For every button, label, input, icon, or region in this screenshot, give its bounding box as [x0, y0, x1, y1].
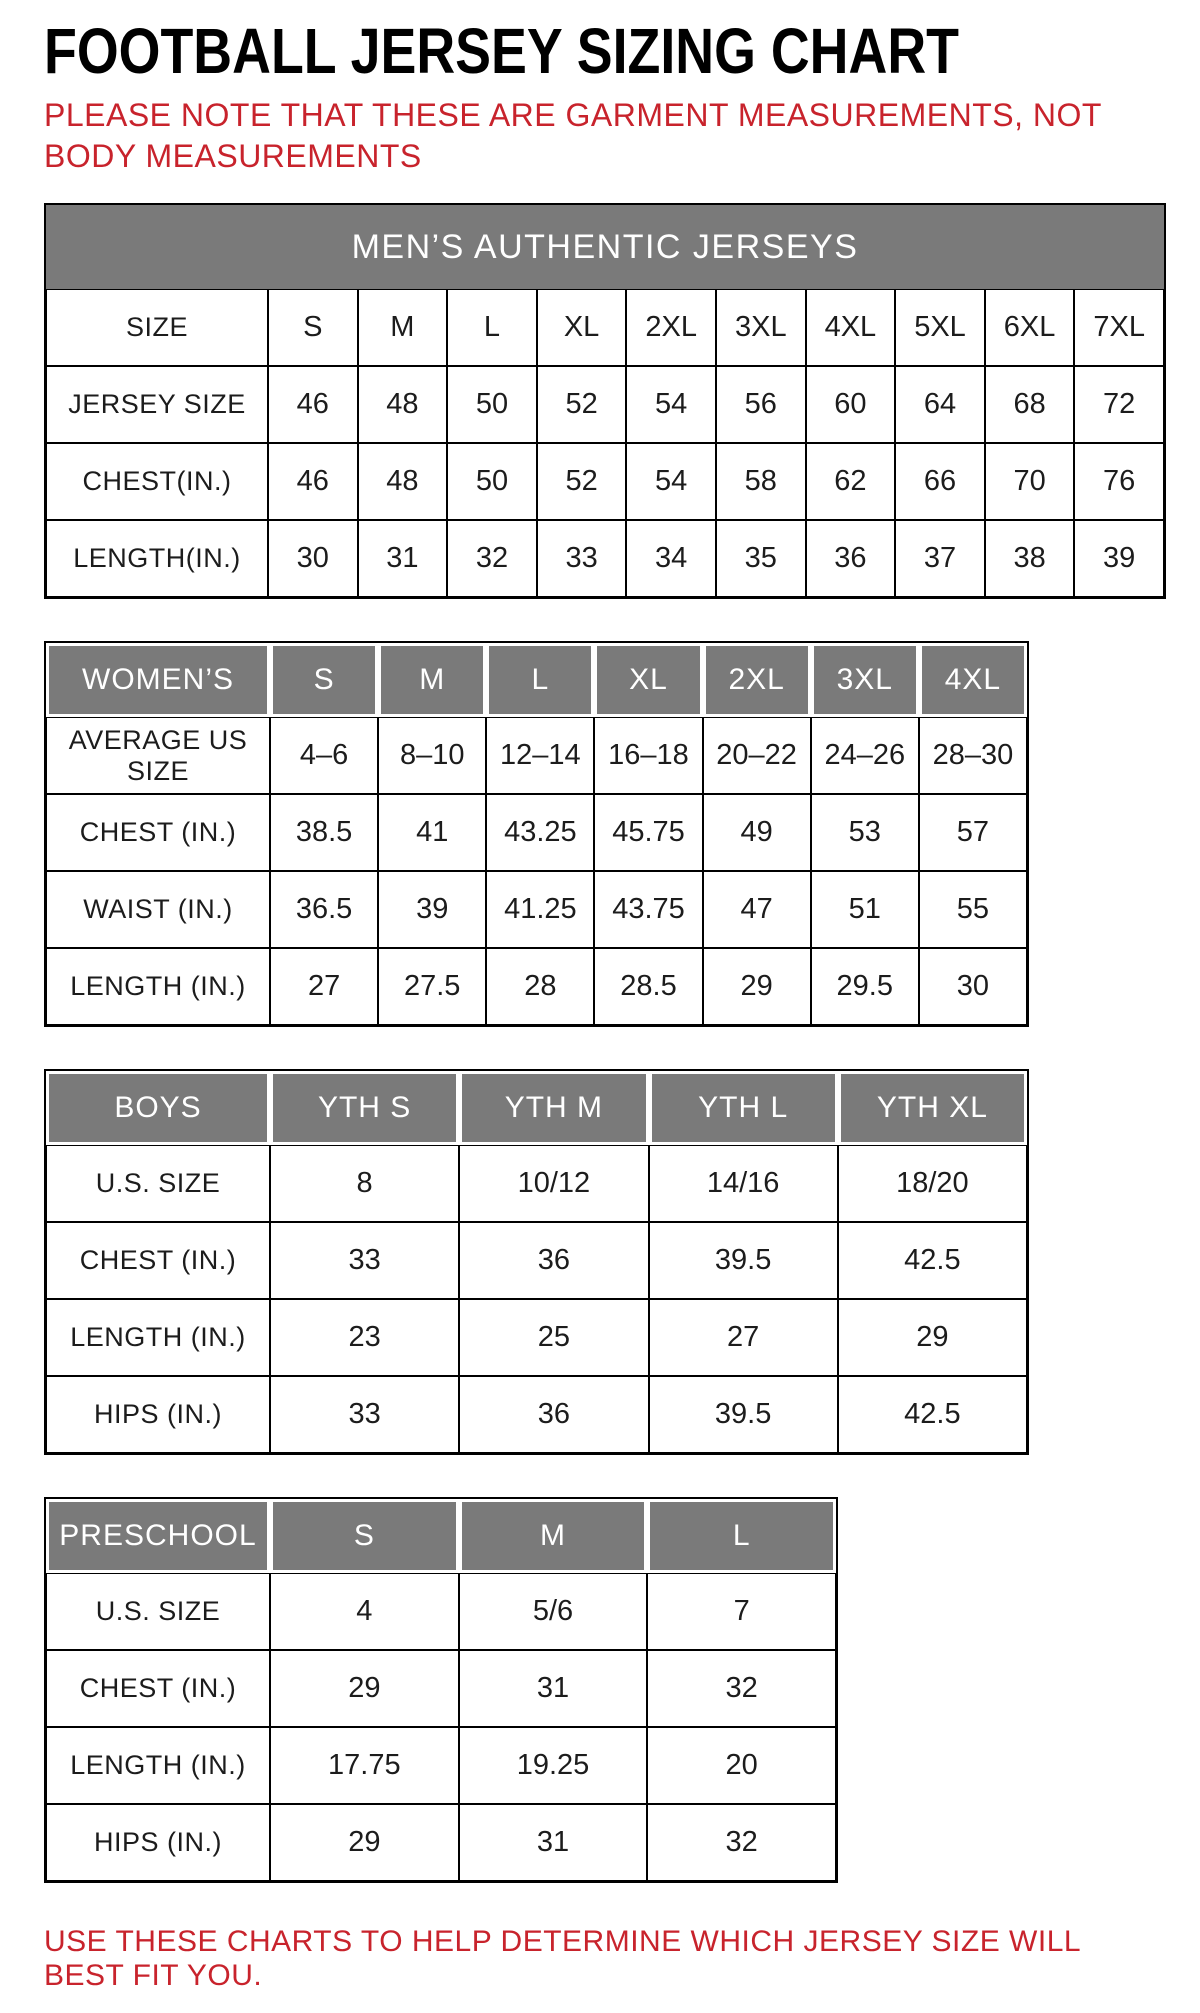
- data-cell: 5XL: [895, 289, 985, 366]
- row-label-cell: U.S. SIZE: [46, 1145, 270, 1222]
- data-cell: 45.75: [594, 794, 702, 871]
- table-header-cell: XL: [594, 643, 702, 717]
- boys-sizing-table: [44, 1069, 1029, 1455]
- data-cell: 39: [378, 871, 486, 948]
- data-cell: 56: [716, 366, 806, 443]
- row-label-cell: LENGTH (IN.): [46, 1727, 270, 1804]
- row-label-cell: SIZE: [46, 289, 268, 366]
- fit-advice-footer: USE THESE CHARTS TO HELP DETERMINE WHICH JERSEY SIZE WILL BEST FIT YOU.: [44, 1925, 1080, 1993]
- data-cell: 36: [459, 1376, 648, 1453]
- data-cell: 51: [811, 871, 919, 948]
- data-cell: 10/12: [459, 1145, 648, 1222]
- table-header-cell: YTH S: [270, 1071, 459, 1145]
- data-cell: 36: [806, 520, 896, 597]
- data-cell: 34: [626, 520, 716, 597]
- data-cell: 32: [647, 1804, 836, 1881]
- table-header-cell: 3XL: [811, 643, 919, 717]
- data-cell: 49: [703, 794, 811, 871]
- data-cell: 27: [270, 948, 378, 1025]
- table-header-cell: YTH L: [649, 1071, 838, 1145]
- data-cell: 64: [895, 366, 985, 443]
- table-header-label-cell: BOYS: [46, 1071, 270, 1145]
- data-cell: 41: [378, 794, 486, 871]
- table-header-cell: S: [270, 643, 378, 717]
- row-label-cell: CHEST (IN.): [46, 1650, 270, 1727]
- data-cell: 33: [270, 1222, 459, 1299]
- row-label-cell: CHEST (IN.): [46, 1222, 270, 1299]
- data-cell: 8–10: [378, 717, 486, 794]
- data-cell: 29: [703, 948, 811, 1025]
- table-header-cell: M: [378, 643, 486, 717]
- data-cell: 39.5: [649, 1376, 838, 1453]
- data-cell: 5/6: [459, 1573, 648, 1650]
- data-cell: 28: [486, 948, 594, 1025]
- row-label-cell: LENGTH (IN.): [46, 1299, 270, 1376]
- data-cell: 24–26: [811, 717, 919, 794]
- row-label-cell: WAIST (IN.): [46, 871, 270, 948]
- data-cell: 55: [919, 871, 1027, 948]
- data-cell: 33: [537, 520, 627, 597]
- data-cell: 70: [985, 443, 1075, 520]
- page-title: FOOTBALL JERSEY SIZING CHART: [44, 15, 959, 87]
- data-cell: 25: [459, 1299, 648, 1376]
- data-cell: 17.75: [270, 1727, 459, 1804]
- data-cell: 57: [919, 794, 1027, 871]
- row-label-cell: CHEST (IN.): [46, 794, 270, 871]
- data-cell: 27.5: [378, 948, 486, 1025]
- data-cell: 42.5: [838, 1376, 1027, 1453]
- data-cell: 50: [447, 443, 537, 520]
- data-cell: 41.25: [486, 871, 594, 948]
- data-cell: 58: [716, 443, 806, 520]
- data-cell: 48: [358, 443, 448, 520]
- data-cell: 36: [459, 1222, 648, 1299]
- table-header-label-cell: PRESCHOOL: [46, 1499, 270, 1573]
- data-cell: 52: [537, 366, 627, 443]
- data-cell: 72: [1074, 366, 1164, 443]
- table-header-cell: 2XL: [703, 643, 811, 717]
- row-label-cell: LENGTH(IN.): [46, 520, 268, 597]
- row-label-cell: AVERAGE US SIZE: [46, 717, 270, 794]
- data-cell: 35: [716, 520, 806, 597]
- data-cell: 38: [985, 520, 1075, 597]
- data-cell: 29: [838, 1299, 1027, 1376]
- table-header-cell: YTH M: [459, 1071, 648, 1145]
- data-cell: 29: [270, 1804, 459, 1881]
- data-cell: 27: [649, 1299, 838, 1376]
- data-cell: 18/20: [838, 1145, 1027, 1222]
- row-label-cell: HIPS (IN.): [46, 1804, 270, 1881]
- row-label-cell: U.S. SIZE: [46, 1573, 270, 1650]
- data-cell: 52: [537, 443, 627, 520]
- data-cell: 39.5: [649, 1222, 838, 1299]
- data-cell: 14/16: [649, 1145, 838, 1222]
- mens-sizing-table: [44, 203, 1166, 599]
- data-cell: 48: [358, 366, 448, 443]
- data-cell: 30: [268, 520, 358, 597]
- data-cell: 4: [270, 1573, 459, 1650]
- table-header-cell: L: [486, 643, 594, 717]
- data-cell: 39: [1074, 520, 1164, 597]
- data-cell: 16–18: [594, 717, 702, 794]
- data-cell: L: [447, 289, 537, 366]
- data-cell: 20–22: [703, 717, 811, 794]
- data-cell: 43.75: [594, 871, 702, 948]
- data-cell: 38.5: [270, 794, 378, 871]
- data-cell: 19.25: [459, 1727, 648, 1804]
- data-cell: 8: [270, 1145, 459, 1222]
- data-cell: XL: [537, 289, 627, 366]
- data-cell: 43.25: [486, 794, 594, 871]
- row-label-cell: HIPS (IN.): [46, 1376, 270, 1453]
- data-cell: 36.5: [270, 871, 378, 948]
- row-label-cell: LENGTH (IN.): [46, 948, 270, 1025]
- data-cell: 46: [268, 366, 358, 443]
- data-cell: 31: [459, 1804, 648, 1881]
- data-cell: 33: [270, 1376, 459, 1453]
- data-cell: M: [358, 289, 448, 366]
- data-cell: 23: [270, 1299, 459, 1376]
- row-label-cell: CHEST(IN.): [46, 443, 268, 520]
- data-cell: 53: [811, 794, 919, 871]
- table-banner: MEN’S AUTHENTIC JERSEYS: [46, 205, 1164, 289]
- table-header-cell: L: [647, 1499, 836, 1573]
- data-cell: 60: [806, 366, 896, 443]
- data-cell: 62: [806, 443, 896, 520]
- data-cell: 30: [919, 948, 1027, 1025]
- data-cell: 20: [647, 1727, 836, 1804]
- garment-measurement-note: PLEASE NOTE THAT THESE ARE GARMENT MEASUREMENTS, NOT BODY MEASUREMENTS: [44, 97, 1102, 175]
- table-header-cell: M: [459, 1499, 648, 1573]
- data-cell: 54: [626, 443, 716, 520]
- data-cell: 76: [1074, 443, 1164, 520]
- data-cell: 47: [703, 871, 811, 948]
- data-cell: 3XL: [716, 289, 806, 366]
- preschool-sizing-table: [44, 1497, 838, 1883]
- row-label-cell: JERSEY SIZE: [46, 366, 268, 443]
- data-cell: 4XL: [806, 289, 896, 366]
- data-cell: 66: [895, 443, 985, 520]
- data-cell: 28.5: [594, 948, 702, 1025]
- data-cell: 7XL: [1074, 289, 1164, 366]
- data-cell: 7: [647, 1573, 836, 1650]
- data-cell: 37: [895, 520, 985, 597]
- data-cell: 29.5: [811, 948, 919, 1025]
- data-cell: 2XL: [626, 289, 716, 366]
- data-cell: 28–30: [919, 717, 1027, 794]
- data-cell: 31: [459, 1650, 648, 1727]
- data-cell: 6XL: [985, 289, 1075, 366]
- data-cell: 31: [358, 520, 448, 597]
- data-cell: 32: [447, 520, 537, 597]
- table-header-cell: S: [270, 1499, 459, 1573]
- womens-sizing-table: [44, 641, 1029, 1027]
- data-cell: 68: [985, 366, 1075, 443]
- data-cell: 50: [447, 366, 537, 443]
- data-cell: 29: [270, 1650, 459, 1727]
- table-header-label-cell: WOMEN’S: [46, 643, 270, 717]
- data-cell: 12–14: [486, 717, 594, 794]
- data-cell: 32: [647, 1650, 836, 1727]
- table-header-cell: 4XL: [919, 643, 1027, 717]
- data-cell: 46: [268, 443, 358, 520]
- table-header-cell: YTH XL: [838, 1071, 1027, 1145]
- data-cell: 54: [626, 366, 716, 443]
- data-cell: 42.5: [838, 1222, 1027, 1299]
- data-cell: 4–6: [270, 717, 378, 794]
- data-cell: S: [268, 289, 358, 366]
